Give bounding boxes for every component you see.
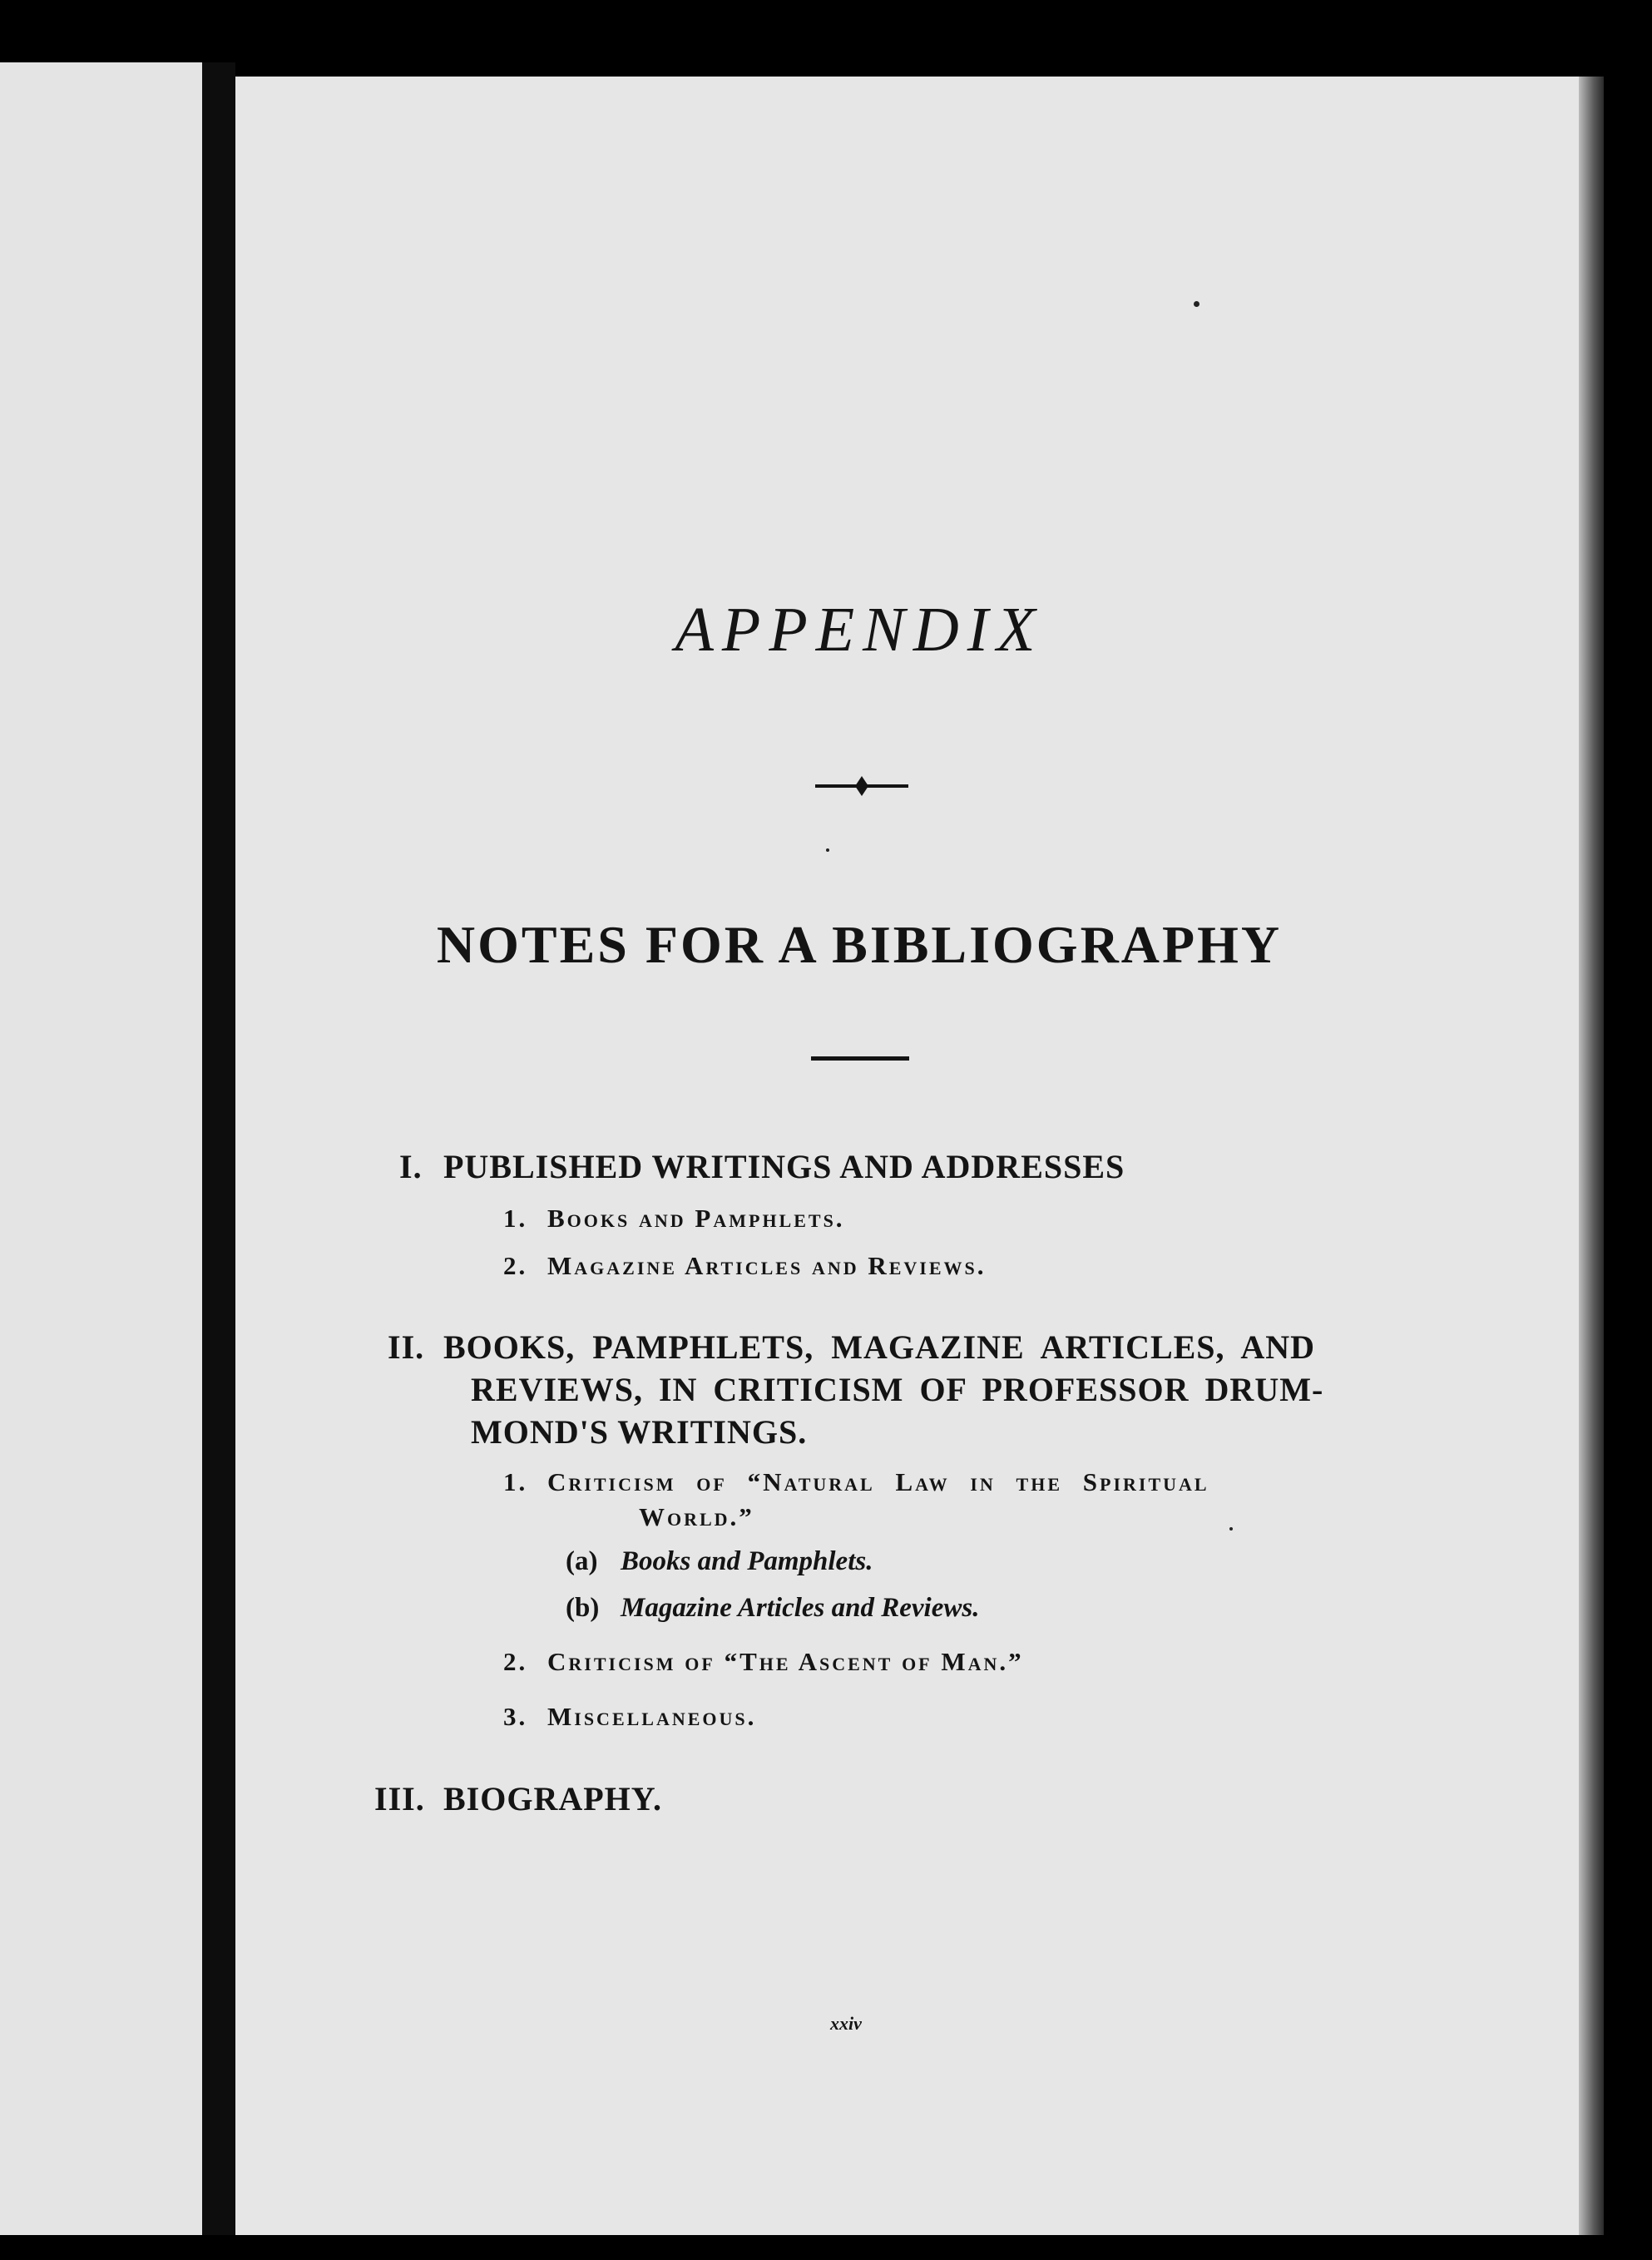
- divider-rule: [811, 1056, 909, 1061]
- item-number: 1.: [503, 1204, 528, 1233]
- item-text: World.”: [639, 1502, 754, 1531]
- item-text: Criticism of “The Ascent of Man.”: [547, 1647, 1024, 1676]
- item-number: 1.: [503, 1467, 528, 1496]
- item-text: Criticism of “Natural Law in the Spiritual: [547, 1467, 1209, 1496]
- section-label: I.: [399, 1148, 423, 1185]
- item-number: 2.: [503, 1251, 528, 1280]
- ink-speck: [1194, 301, 1199, 307]
- page-title: APPENDIX: [675, 595, 1044, 665]
- section-title: REVIEWS, IN CRITICISM OF PROFESSOR DRUM-: [471, 1371, 1324, 1408]
- facing-page: [0, 62, 202, 2235]
- section-title: MOND'S WRITINGS.: [471, 1413, 808, 1451]
- page-edge: [1579, 77, 1604, 2235]
- item-text: Magazine Articles and Reviews.: [547, 1251, 987, 1280]
- subitem-text: Magazine Articles and Reviews.: [621, 1593, 980, 1623]
- section-title: BIOGRAPHY.: [443, 1780, 663, 1817]
- subitem-text: Books and Pamphlets.: [621, 1546, 873, 1576]
- book-gutter: [202, 62, 235, 2235]
- subitem-label: (a): [566, 1546, 598, 1576]
- ink-speck: [826, 848, 829, 852]
- item-number: 2.: [503, 1647, 528, 1676]
- item-number: 3.: [503, 1702, 528, 1731]
- section-label: III.: [374, 1780, 425, 1817]
- page-number: xxiv: [830, 2013, 862, 2034]
- section-title: BOOKS, PAMPHLETS, MAGAZINE ARTICLES, AND: [443, 1328, 1316, 1366]
- section-label: II.: [388, 1328, 425, 1366]
- diamond-ornament-icon: [815, 774, 908, 799]
- item-text: Books and Pamphlets.: [547, 1204, 845, 1233]
- section-heading: NOTES FOR A BIBLIOGRAPHY: [436, 915, 1283, 974]
- section-title: PUBLISHED WRITINGS AND ADDRESSES: [443, 1148, 1125, 1185]
- subitem-label: (b): [566, 1593, 600, 1623]
- ink-speck: [1229, 1527, 1233, 1531]
- item-text: Miscellaneous.: [547, 1702, 757, 1731]
